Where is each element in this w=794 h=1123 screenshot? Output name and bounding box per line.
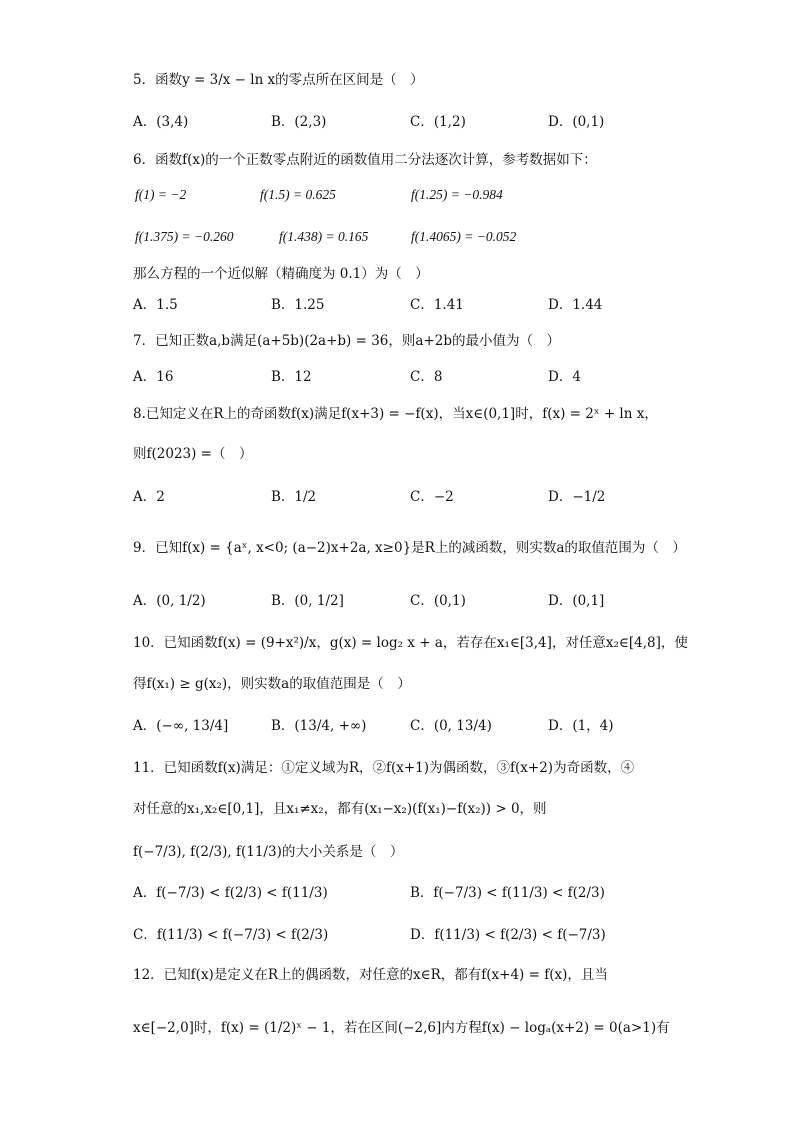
q6-value-1: f(1) = −2 (135, 187, 187, 202)
question-11-stem-3: f(−7/3), f(2/3), f(11/3)的大小关系是（ ） (133, 844, 404, 860)
q6-value-3: f(1.25) = −0.984 (411, 187, 503, 202)
question-7-option-c: C．8 (410, 369, 443, 385)
question-11-option-c: C．f(11/3) < f(−7/3) < f(2/3) (133, 927, 329, 943)
question-8-stem: 8.已知定义在R上的奇函数f(x)满足f(x+3) = −f(x)，当x∈(0,1]时，f(x) = 2ˣ + ln x， (133, 406, 658, 422)
question-6-stem: 6．函数f(x)的一个正数零点附近的函数值用二分法逐次计算，参考数据如下： (133, 152, 597, 168)
question-11-option-a: A．f(−7/3) < f(2/3) < f(11/3) (133, 885, 328, 901)
question-10-option-b: B．(13/4, +∞) (271, 718, 367, 734)
question-11-stem: 11．已知函数f(x)满足：①定义域为R，②f(x+1)为偶函数，③f(x+2)为奇函数，④ (133, 760, 635, 776)
question-6-option-a: A．1.5 (133, 297, 178, 313)
question-8-option-b: B．1/2 (271, 489, 317, 505)
question-10-stem: 10．已知函数f(x) = (9+x²)/x，g(x) = log₂ x + a，若存在x₁∈[3,4]，对任意x₂∈[4,8]，使 (133, 635, 688, 651)
question-9-option-d: D．(0,1] (548, 593, 605, 609)
question-6-option-b: B．1.25 (271, 297, 325, 313)
question-6-stem-2: 那么方程的一个近似解（精确度为 0.1）为（ ） (133, 266, 429, 282)
question-8-option-d: D．−1/2 (548, 489, 606, 505)
question-9-option-c: C．(0,1) (410, 593, 466, 609)
question-12-stem-2: x∈[−2,0]时，f(x) = (1/2)ˣ − 1，若在区间(−2,6]内方程f(x) − logₐ(x+2) = 0(a>1)有 (133, 1020, 670, 1036)
question-8-option-c: C．−2 (410, 489, 454, 505)
question-5-stem: 5．函数y = 3/x − ln x的零点所在区间是（ ） (133, 72, 424, 88)
question-8-option-a: A．2 (133, 489, 165, 505)
question-11-option-b: B．f(−7/3) < f(11/3) < f(2/3) (410, 885, 605, 901)
question-10-option-a: A．(−∞, 13/4] (133, 718, 229, 734)
question-7-option-a: A．16 (133, 369, 174, 385)
question-10-option-c: C．(0, 13/4) (410, 718, 492, 734)
q6-value-2: f(1.5) = 0.625 (260, 187, 336, 202)
question-9-option-a: A．(0, 1/2) (133, 593, 206, 609)
question-5-option-b: B．(2,3) (271, 114, 327, 130)
question-9-option-b: B．(0, 1/2] (271, 593, 344, 609)
question-10-stem-2: 得f(x₁) ≥ g(x₂)，则实数a的取值范围是（ ） (133, 676, 411, 692)
question-5-option-a: A．(3,4) (133, 114, 189, 130)
question-5-option-c: C．(1,2) (410, 114, 466, 130)
question-11-option-d: D．f(11/3) < f(2/3) < f(−7/3) (410, 927, 606, 943)
question-10-option-d: D．(1，4) (548, 718, 614, 734)
question-6-option-c: C．1.41 (410, 297, 464, 313)
question-6-option-d: D．1.44 (548, 297, 603, 313)
question-7-option-d: D．4 (548, 369, 581, 385)
q6-value-6: f(1.4065) = −0.052 (411, 229, 517, 244)
question-8-stem-2: 则f(2023) =（ ） (133, 446, 253, 462)
question-7-stem: 7．已知正数a,b满足(a+5b)(2a+b) = 36，则a+2b的最小值为（ ） (133, 333, 560, 349)
question-11-stem-2: 对任意的x₁,x₂∈[0,1]，且x₁≠x₂，都有(x₁−x₂)(f(x₁)−f(x₂)) > 0，则 (133, 801, 547, 817)
question-7-option-b: B．12 (271, 369, 312, 385)
q6-value-5: f(1.438) = 0.165 (279, 229, 369, 244)
q6-value-4: f(1.375) = −0.260 (135, 229, 234, 244)
question-12-stem: 12．已知f(x)是定义在R上的偶函数，对任意的x∈R，都有f(x+4) = f(x)，且当 (133, 967, 608, 983)
question-9-stem: 9．已知f(x) = {aˣ, x<0; (a−2)x+2a, x≥0}是R上的减函数，则实数a的取值范围为（ ） (133, 540, 686, 556)
question-5-option-d: D．(0,1) (548, 114, 605, 130)
